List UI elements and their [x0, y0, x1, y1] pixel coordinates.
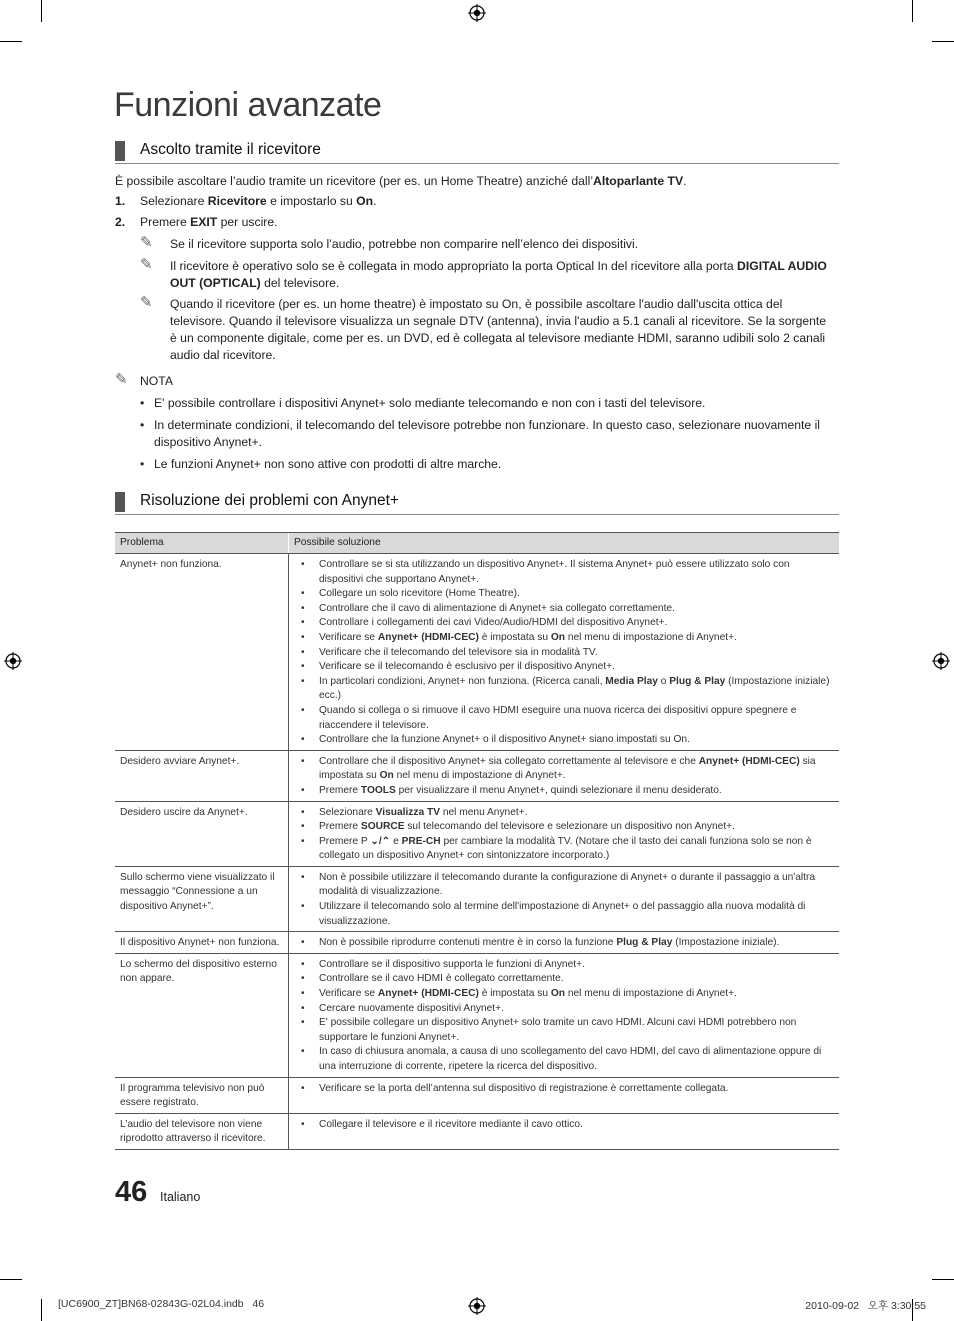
list-item: [294, 755, 834, 784]
crop-mark: [41, 0, 42, 22]
list-item: • Controllare se si sta utilizzando un dispositivo Anynet+. Il sistema Anynet+ può essere utilizzato solo con dispositivi che supportano Anynet+.: [294, 558, 834, 587]
solution-cell: [289, 866, 840, 931]
pencil-note-icon: ✎: [115, 371, 128, 388]
registration-mark-icon: [932, 652, 950, 670]
list-item: • Verificare se la porta dell’antenna sul dispositivo di registrazione è correttamente collegata.: [294, 1082, 834, 1097]
text: Controllare che il dispositivo Anynet+ sia collegato correttamente al televisore e che: [319, 755, 699, 767]
table-row: [115, 801, 839, 866]
footer-file-info: [UC6900_ZT]BN68-02843G-02L04.indb 46: [58, 1298, 265, 1310]
step-bold: On: [356, 194, 374, 208]
text: nel menu Anynet+.: [440, 806, 528, 818]
solution-cell: [289, 1077, 840, 1113]
pencil-note-icon: ✎: [140, 234, 153, 251]
text: Verificare se: [319, 631, 378, 643]
list-item: • E' possibile controllare i dispositivi Anynet+ solo mediante telecomando e non con i tasti del televisore.: [140, 395, 830, 412]
table-row: [115, 932, 839, 954]
bold-text: Media Play: [605, 675, 658, 687]
table-row: [115, 750, 839, 801]
bold-text: Anynet+ (HDMI-CEC): [377, 988, 479, 1000]
problem-cell: Anynet+ non funziona.: [115, 554, 289, 751]
page-number: 46: [115, 1176, 148, 1208]
list-item: • Non è possibile utilizzare il telecomando durante la configurazione di Anynet+ o durante il passaggio a un'altra modalità di visualizzazione.: [294, 871, 834, 900]
text: (Impostazione iniziale) ecc.): [319, 675, 830, 702]
list-item: • Controllare se il dispositivo supporta le funzioni di Anynet+.: [294, 958, 834, 973]
note-text: Se il ricevitore supporta solo l’audio, potrebbe non comparire nell’elenco dei dispositivi.: [170, 237, 639, 251]
table-row: [115, 1113, 839, 1149]
troubleshooting-table: [115, 532, 839, 1150]
step-bold: Ricevitore: [207, 194, 267, 208]
problem-cell: Lo schermo del dispositivo esterno non appare.: [115, 953, 289, 1077]
crop-mark: [912, 0, 913, 22]
channel-up-down-icon: ⌄/⌃: [370, 835, 391, 847]
intro-paragraph: [115, 173, 839, 190]
step-number: 1.: [115, 194, 126, 208]
bold-text: Visualizza TV: [375, 806, 440, 818]
step-text: [140, 193, 376, 210]
bold-text: Plug & Play: [669, 675, 726, 687]
table-row: [115, 1077, 839, 1113]
section-heading-text: Risoluzione dei problemi con Anynet+: [140, 492, 399, 509]
step-text-part: .: [373, 194, 377, 208]
problem-cell: L’audio del televisore non viene riprodotto attraverso il ricevitore.: [115, 1113, 289, 1149]
text: Selezionare: [319, 806, 376, 818]
problem-cell: Il programma televisivo non può essere registrato.: [115, 1077, 289, 1113]
list-item: • Le funzioni Anynet+ non sono attive con prodotti di altre marche.: [140, 456, 830, 473]
text: Verificare se: [319, 988, 378, 1000]
text: sul telecomando del televisore e selezionare un dispositivo non Anynet+.: [404, 821, 735, 833]
page-language: Italiano: [160, 1190, 201, 1204]
crop-mark: [41, 1299, 42, 1321]
heading-bar: [115, 141, 125, 161]
bold-text: Anynet+ (HDMI-CEC): [698, 755, 800, 767]
solution-cell: [289, 554, 840, 751]
page-title: Funzioni avanzate: [114, 86, 382, 124]
step-text-part: e impostarlo su: [266, 194, 357, 208]
bold-text: On: [379, 770, 394, 782]
registration-mark-icon: [468, 1297, 486, 1315]
problem-cell: Sullo schermo viene visualizzato il messaggio “Connessione a un dispositivo Anynet+”.: [115, 866, 289, 931]
solution-cell: [289, 750, 840, 801]
bold-text: On: [550, 631, 565, 643]
list-item: [294, 820, 834, 835]
list-item: [294, 784, 834, 799]
note-text: Il ricevitore è operativo solo se è collegata in modo appropriato la porta Optical In del ricevitore alla porta: [170, 259, 738, 273]
step-number: 2.: [115, 215, 126, 229]
crop-mark: [932, 1279, 954, 1280]
registration-mark-icon: [4, 652, 22, 670]
note-3: [170, 296, 832, 364]
section-heading-troubleshooting: [115, 492, 839, 515]
step-text-part: Selezionare: [140, 194, 208, 208]
list-item: • Controllare se il cavo HDMI è collegato correttamente.: [294, 972, 834, 987]
text: nel menu di impostazione di Anynet+.: [393, 770, 566, 782]
table-header-row: [115, 533, 839, 554]
list-item: [294, 835, 834, 864]
list-item: • Controllare che la funzione Anynet+ o il dispositivo Anynet+ siano impostati su On.: [294, 733, 834, 748]
intro-bold: Altoparlante TV: [593, 174, 684, 188]
nota-label: NOTA: [140, 374, 173, 388]
list-item: [294, 631, 834, 646]
text: e: [390, 835, 402, 847]
text: Premere P: [319, 835, 371, 847]
list-item: [294, 675, 834, 704]
step-text-part: Premere: [140, 215, 191, 229]
table-row: [115, 554, 839, 751]
list-item: • In caso di chiusura anomala, a causa di uno scollegamento del cavo HDMI, del cavo di alimentazione oppure di una interruzione di corrente, ripetere la ricerca del dispositivo.: [294, 1045, 834, 1074]
bold-text: Anynet+ (HDMI-CEC): [377, 631, 479, 643]
bold-text: TOOLS: [360, 784, 396, 796]
table-row: [115, 953, 839, 1077]
text: Premere: [319, 821, 361, 833]
note-2: [170, 258, 830, 292]
crop-mark: [932, 41, 954, 42]
registration-mark-icon: [468, 4, 486, 22]
list-item: • Controllare che il cavo di alimentazione di Anynet+ sia collegato correttamente.: [294, 602, 834, 617]
step-text: [140, 214, 278, 231]
pencil-note-icon: ✎: [140, 256, 153, 273]
text: Premere: [319, 784, 361, 796]
section-heading-receiver: [115, 141, 839, 164]
text: è impostata su: [478, 631, 551, 643]
list-item: [294, 806, 834, 821]
solution-cell: [289, 1113, 840, 1149]
intro-text: È possibile ascoltare l’audio tramite un ricevitore (per es. un Home Theatre) anziché dall’: [115, 174, 594, 188]
list-item: • Collegare il televisore e il ricevitore mediante il cavo ottico.: [294, 1118, 834, 1133]
heading-bar: [115, 492, 125, 512]
note-text: Quando il ricevitore (per es. un home theatre) è impostato su On, è possibile ascoltare l'audio dall'uscita ottica del televisore. Quando il televisore visualizza un segnale DTV (antenna), invia l'audio a 5.1 canali al ricevitore. Se la sorgente è un componente digitale, come per es. un DVD, ed è collegata al televisore mediante HDMI, saranno udibili solo 2 canali audio dal ricevitore.: [170, 297, 827, 362]
note-1: [170, 236, 830, 253]
note-bold: DIGITAL AUDIO OUT (OPTICAL): [170, 259, 827, 290]
list-item: • Controllare i collegamenti dei cavi Video/Audio/HDMI del dispositivo Anynet+.: [294, 616, 834, 631]
intro-text-end: .: [683, 174, 687, 188]
bold-text: SOURCE: [360, 821, 405, 833]
bold-text: On: [550, 988, 565, 1000]
column-header-problem: Problema: [115, 533, 289, 554]
list-item: • Quando si collega o si rimuove il cavo HDMI eseguire una nuova ricerca dei dispositivi oppure spegnere e riaccendere il televisore.: [294, 704, 834, 733]
text: nel menu di impostazione di Anynet+.: [565, 631, 737, 643]
crop-mark: [0, 1279, 22, 1280]
list-item: • E' possibile collegare un dispositivo Anynet+ solo tramite un cavo HDMI. Alcuni cavi HDMI potrebbero non supportare le funzioni Anynet+.: [294, 1016, 834, 1045]
bold-text: Plug & Play: [616, 937, 673, 949]
note-text: del televisore.: [260, 276, 340, 290]
bold-text: PRE-CH: [401, 835, 441, 847]
list-item: • Utilizzare il telecomando solo al termine dell'impostazione di Anynet+ o del passaggio alla nuova modalità di visualizzazione.: [294, 900, 834, 929]
list-item: • Verificare che il telecomando del televisore sia in modalità TV.: [294, 646, 834, 661]
text: per cambiare la modalità TV. (Notare che il tasto dei canali funziona solo se non è collegato un dispositivo Anynet+ con sintonizzatore incorporato.): [319, 835, 812, 862]
text: (Impostazione iniziale).: [672, 937, 780, 949]
text: o: [657, 675, 670, 687]
list-item: [294, 987, 834, 1002]
text: Non è possibile riprodurre contenuti mentre è in corso la funzione: [319, 937, 617, 949]
list-item: • In determinate condizioni, il telecomando del televisore potrebbe non funzionare. In questo caso, selezionare nuovamente il dispositivo Anynet+.: [140, 417, 830, 451]
problem-cell: Desidero avviare Anynet+.: [115, 750, 289, 801]
problem-cell: Il dispositivo Anynet+ non funziona.: [115, 932, 289, 954]
list-item: • Cercare nuovamente dispositivi Anynet+.: [294, 1002, 834, 1017]
text: nel menu di impostazione di Anynet+.: [565, 988, 737, 1000]
pencil-note-icon: ✎: [140, 294, 153, 311]
solution-cell: [289, 953, 840, 1077]
text: In particolari condizioni, Anynet+ non funziona. (Ricerca canali,: [319, 675, 606, 687]
text: sia impostata su: [319, 755, 816, 782]
solution-cell: [289, 932, 840, 954]
step-bold: EXIT: [190, 215, 218, 229]
crop-mark: [0, 41, 22, 42]
footer-date: 2010-09-02 오후 3:30:55: [805, 1300, 926, 1312]
list-item: [294, 936, 834, 951]
table-row: [115, 866, 839, 931]
nota-bullet-list: [140, 395, 830, 478]
solution-cell: [289, 801, 840, 866]
column-header-solution: Possibile soluzione: [289, 533, 840, 554]
problem-cell: Desidero uscire da Anynet+.: [115, 801, 289, 866]
text: è impostata su: [478, 988, 551, 1000]
list-item: • Verificare se il telecomando è esclusivo per il dispositivo Anynet+.: [294, 660, 834, 675]
text: per visualizzare il menu Anynet+, quindi selezionare il menu desiderato.: [395, 784, 722, 796]
list-item: • Collegare un solo ricevitore (Home Theatre).: [294, 587, 834, 602]
section-heading-text: Ascolto tramite il ricevitore: [140, 141, 321, 158]
step-text-part: per uscire.: [217, 215, 278, 229]
